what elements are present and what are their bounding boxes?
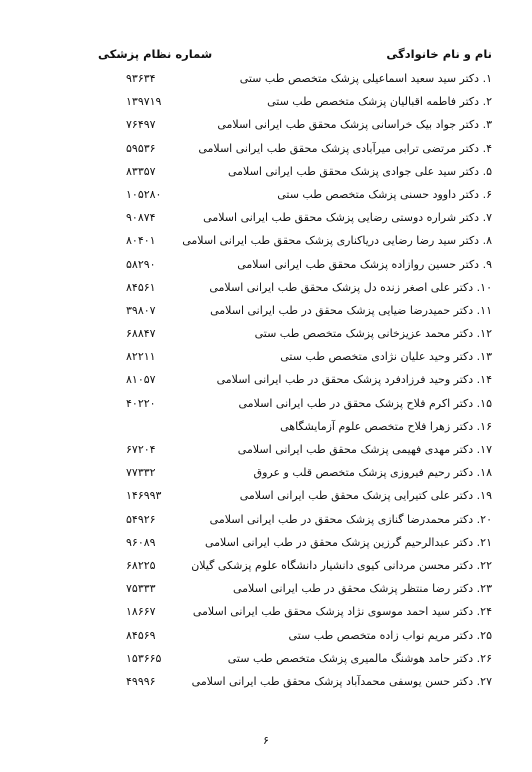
medical-council-number: ۸۴۵۶۹ <box>126 628 156 642</box>
physician-name: ۵. دکتر سید علی جوادی پزشک محقق طب ایرانی اسلامی <box>228 164 492 178</box>
physician-name: ۱۴. دکتر وحید فرزادفرد پزشک محقق در طب ایرانی اسلامی <box>216 373 492 387</box>
list-item <box>0 254 532 277</box>
list-item <box>0 393 532 416</box>
physician-name: ۱. دکتر سید سعید اسماعیلی پزشک متخصص طب ستی <box>239 72 492 85</box>
medical-council-number: ۹۶۰۸۹ <box>126 535 156 549</box>
physician-name: ۱۳. دکتر وحید علیان نژادی متخصص طب ستی <box>280 350 492 364</box>
medical-council-number: ۴۹۹۹۶ <box>126 674 156 688</box>
physician-name: ۲۲. دکتر محسن مردانی کیوی دانشیار دانشگاه علوم پزشکی گیلان <box>191 558 492 572</box>
medical-council-number: ۱۵۳۶۶۵ <box>126 651 162 665</box>
list-item <box>0 462 532 485</box>
physician-name: ۲۱. دکتر عبدالرحیم گرزین پزشک محقق در طب ایرانی اسلامی <box>204 535 492 549</box>
physician-name: ۲. دکتر فاطمه اقبالیان پزشک متخصص طب ستی <box>267 95 492 109</box>
list-item <box>0 601 532 624</box>
physician-name: ۲۰. دکتر محمدرضا گنازی پزشک محقق در طب ایرانی اسلامی <box>209 512 492 526</box>
medical-council-number: ۳۹۸۰۷ <box>126 303 156 317</box>
list-item <box>0 277 532 300</box>
physician-name: ۸. دکتر سید رضا رضایی دریاکناری پزشک محقق طب ایرانی اسلامی <box>182 234 492 248</box>
list-item <box>0 207 532 230</box>
medical-council-number: ۵۹۵۳۶ <box>126 141 156 155</box>
list-item <box>0 161 532 184</box>
list-item <box>0 671 532 694</box>
list-item <box>0 68 532 91</box>
physician-name: ۴. دکتر مرتضی ترابی میرآبادی پزشک محقق طب ایرانی اسلامی <box>198 141 492 155</box>
page-number: ۶ <box>263 734 269 747</box>
medical-council-number: ۶۸۲۲۵ <box>126 558 156 572</box>
list-item <box>0 625 532 648</box>
medical-council-number: ۸۲۲۱۱ <box>126 350 156 364</box>
medical-council-number: ۵۸۲۹۰ <box>126 257 156 271</box>
medical-council-number: ۱۰۵۲۸۰ <box>126 187 162 201</box>
physician-name: ۶. دکتر داوود حسنی پزشک متخصص طب ستی <box>277 187 492 201</box>
medical-council-number: ۷۷۳۳۲ <box>126 466 156 480</box>
list-item <box>0 300 532 323</box>
medical-council-number: ۸۳۳۵۷ <box>126 164 156 178</box>
physician-name: ۳. دکتر جواد بیک خراسانی پزشک محقق طب ایرانی اسلامی <box>217 118 492 132</box>
medical-council-number: ۸۰۴۰۱ <box>126 234 156 248</box>
physician-name: ۲۳. دکتر رضا منتظر پزشک محقق در طب ایرانی اسلامی <box>232 582 492 596</box>
list-item <box>0 532 532 555</box>
medical-council-number: ۷۶۴۹۷ <box>126 118 156 132</box>
list-item <box>0 369 532 392</box>
list-item <box>0 439 532 462</box>
list-item <box>0 114 532 137</box>
medical-council-number: ۸۴۵۶۱ <box>126 280 156 294</box>
physician-name: ۱۱. دکتر حمیدرضا ضیایی پزشک محقق در طب ایرانی اسلامی <box>210 303 492 317</box>
physician-name: ۱۶. دکتر زهرا فلاح متخصص علوم آزمایشگاهی <box>280 419 492 433</box>
physician-name: ۱۹. دکتر علی کتیرایی پزشک محقق طب ایرانی اسلامی <box>239 489 492 503</box>
physician-name: ۱۵. دکتر اکرم فلاح پزشک محقق در طب ایرانی اسلامی <box>238 396 492 410</box>
list-item <box>0 416 532 439</box>
physician-name: ۲۷. دکتر حسن یوسفی محمدآباد پزشک محقق طب ایرانی اسلامی <box>191 674 492 688</box>
medical-council-number: ۱۸۶۶۷ <box>126 605 156 619</box>
physician-name: ۲۴. دکتر سید احمد موسوی نژاد پزشک محقق طب ایرانی اسلامی <box>192 605 492 619</box>
list-item <box>0 485 532 508</box>
list-item <box>0 578 532 601</box>
physician-name: ۲۵. دکتر مریم نواب زاده متخصص طب ستی <box>288 628 492 642</box>
medical-council-number: ۶۷۲۰۴ <box>126 443 156 456</box>
list-item <box>0 648 532 671</box>
medical-council-number: ۶۸۸۴۷ <box>126 327 156 341</box>
physician-name: ۱۷. دکتر مهدی فهیمی پزشک محقق طب ایرانی اسلامی <box>237 443 492 456</box>
physician-name: ۲۶. دکتر حامد هوشنگ مالمیری پزشک متخصص طب ستی <box>227 651 492 665</box>
list-item <box>0 230 532 253</box>
medical-council-number: ۹۰۸۷۴ <box>126 211 156 225</box>
list-item <box>0 346 532 369</box>
physician-name: ۱۲. دکتر محمد عزیزخانی پزشک متخصص طب ستی <box>254 327 492 341</box>
list-item <box>0 323 532 346</box>
medical-council-number: ۱۴۶۹۹۳ <box>126 489 162 503</box>
name-column-header: نام و نام خانوادگی <box>386 47 492 61</box>
list-item <box>0 138 532 161</box>
physician-name: ۱۸. دکتر رحیم فیروزی پزشک متخصص قلب و عروق <box>253 466 492 480</box>
medical-council-number: ۴۰۲۲۰ <box>126 396 156 410</box>
medical-council-number: ۷۵۳۳۳ <box>126 582 156 596</box>
medical-council-number: ۹۳۶۳۴ <box>126 72 156 85</box>
medical-council-number: ۸۱۰۵۷ <box>126 373 156 387</box>
list-header <box>0 47 532 67</box>
list-item <box>0 509 532 532</box>
list-item <box>0 91 532 114</box>
list-item <box>0 555 532 578</box>
physician-name: ۱۰. دکتر علی اصغر زنده دل پزشک محقق طب ایرانی اسلامی <box>209 280 492 294</box>
medical-council-number: ۵۴۹۲۶ <box>126 512 156 526</box>
medical-council-number: ۱۳۹۷۱۹ <box>126 95 162 109</box>
list-item <box>0 184 532 207</box>
physician-name: ۷. دکتر شراره دوستی رضایی پزشک محقق طب ایرانی اسلامی <box>203 211 492 225</box>
physician-list <box>0 68 532 694</box>
physician-name: ۹. دکتر حسین روازاده پزشک محقق طب ایرانی اسلامی <box>237 257 492 271</box>
medical-code-column-header: شماره نظام پزشکی <box>98 47 213 61</box>
